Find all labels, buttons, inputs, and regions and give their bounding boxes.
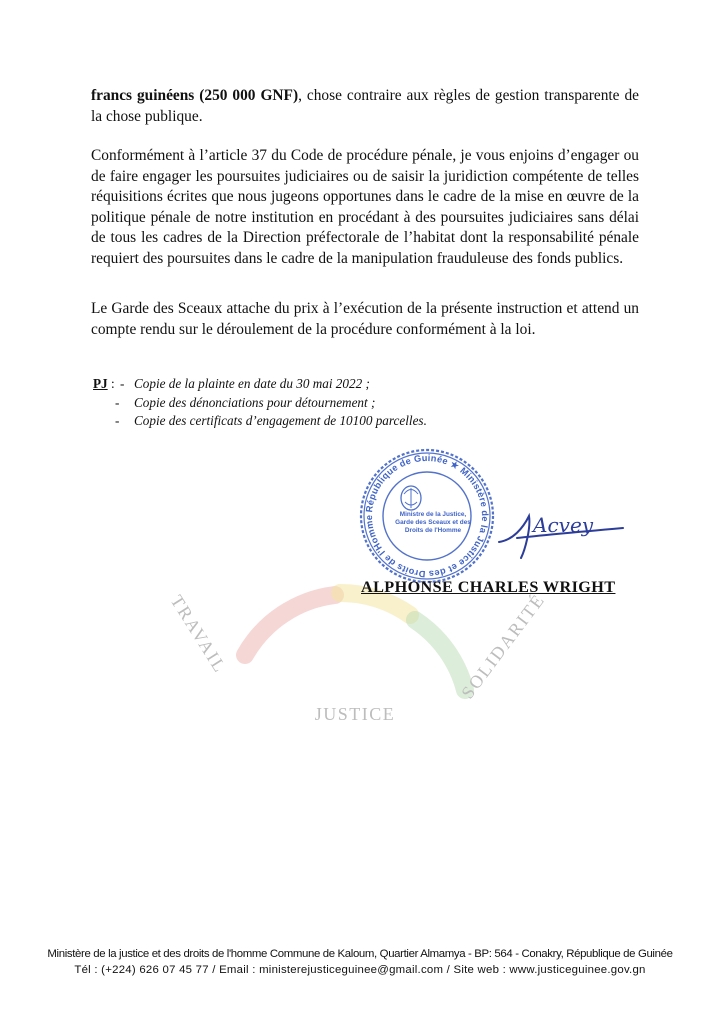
seal-coat-of-arms-icon <box>401 486 421 510</box>
seal-outer-text: République de Guinée ★ Ministère de la Justice et des Droits de l'Homme <box>363 452 491 580</box>
handwritten-signature <box>495 498 625 568</box>
watermark-arc-red <box>245 595 335 655</box>
official-seal <box>357 446 497 586</box>
footer-address: Ministère de la justice et des droits de l'homme Commune de Kaloum, Quartier Almamya - BP: 564 - Conakry, République de Guinée <box>47 948 673 960</box>
seal-inner-line-1: Ministre de la Justice, <box>399 511 467 518</box>
footer-contact: Tél : (+224) 626 07 45 77 / Email : ministerejusticeguinee@gmail.com / Site web : www.justiceguinee.gov.gn <box>74 964 646 976</box>
attachment-text: Copie des dénonciations pour détournement ; <box>134 394 376 410</box>
attachment-text: Copie de la plainte en date du 30 mai 2022 ; <box>134 376 370 391</box>
signature-scribble: Acvey <box>533 513 594 537</box>
paragraph-instruction: Conformément à l’article 37 du Code de procédure pénale, je vous enjoins d’engager ou de faire engager les poursuites judiciaires ou de saisir la juridiction compétente de telles réquisitions écrites que nous jugeons opportunes dans le cadre de la mise en œuvre de la politique pénale de notre institution en procédant à des poursuites judiciaires sans délai de tous les cadres de la Direction préfectorale de l’habitat dont la responsabilité pénale requiert des poursuites dans le cadre de la manipulation frauduleuse des fonds publics. <box>91 147 639 267</box>
watermark-word-justice: JUSTICE <box>314 704 396 724</box>
attachments-label: PJ <box>93 376 108 391</box>
attachment-bullet: - <box>115 413 120 429</box>
attachment-bullet: - <box>120 376 125 391</box>
watermark-word-solidarite: SOLIDARITÉ <box>457 589 549 703</box>
paragraph-amount <box>91 86 639 127</box>
amount-rest-text: , chose contraire aux règles de gestion transparente de la chose publique. <box>91 87 639 125</box>
watermark-arc-green <box>415 620 465 690</box>
seal-inner-line-3: Droits de l'Homme <box>404 527 462 534</box>
watermark-word-travail: TRAVAIL <box>166 591 231 677</box>
attachment-text: Copie des certificats d’engagement de 10100 parcelles. <box>134 413 427 429</box>
seal-inner-line-2: Garde des Sceaux et des <box>395 519 471 526</box>
paragraph-closing: Le Garde des Sceaux attache du prix à l’exécution de la présente instruction et attend un compte rendu sur le déroulement de la procédure conformément à la loi. <box>91 300 639 338</box>
amount-bold-text: francs guinéens (250 000 GNF) <box>91 87 299 104</box>
attachment-bullet: - <box>115 394 120 410</box>
signer-name: ALPHONSE CHARLES WRIGHT <box>361 578 616 596</box>
attachments-colon: : <box>111 376 115 391</box>
